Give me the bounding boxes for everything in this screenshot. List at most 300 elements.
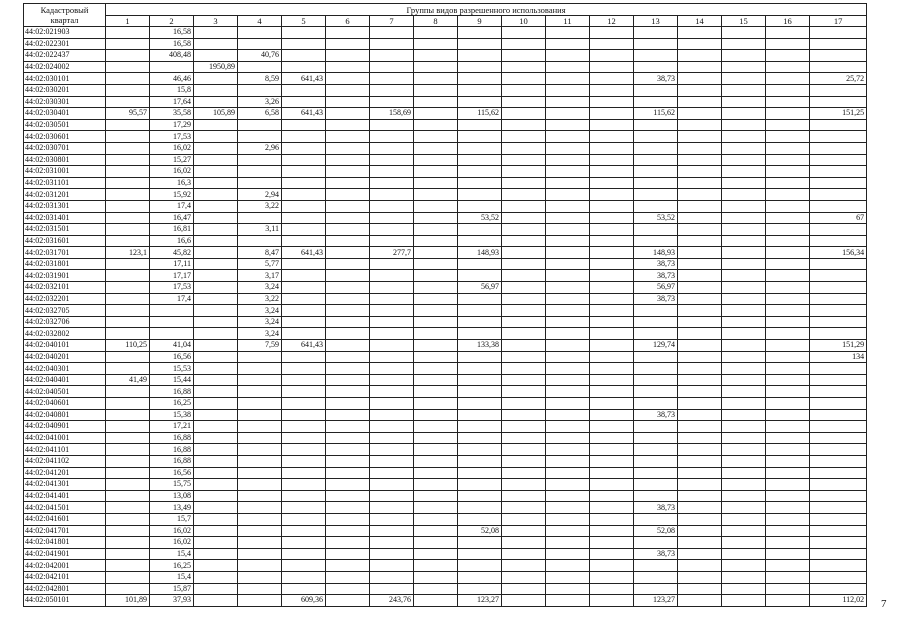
value-cell [414,119,458,131]
value-cell [678,235,722,247]
group-column-header: 5 [282,16,326,27]
value-cell [590,340,634,352]
value-cell [414,363,458,375]
cadastral-quarter-cell: 44:02:041201 [24,467,106,479]
value-cell: 16,88 [150,455,194,467]
value-cell [238,444,282,456]
value-cell: 15,75 [150,479,194,491]
value-cell [810,154,867,166]
value-cell [766,363,810,375]
value-cell [590,490,634,502]
value-cell [546,84,590,96]
value-cell [634,200,678,212]
value-cell [766,258,810,270]
value-cell [546,200,590,212]
value-cell [106,502,150,514]
value-cell [634,305,678,317]
value-cell [722,548,766,560]
value-cell: 17,21 [150,421,194,433]
value-cell [766,177,810,189]
value-cell [502,119,546,131]
value-cell [546,38,590,50]
value-cell [502,386,546,398]
cadastral-quarter-cell: 44:02:041001 [24,432,106,444]
value-cell [722,432,766,444]
value-cell [458,27,502,39]
cadastral-quarter-cell: 44:02:041801 [24,537,106,549]
value-cell [502,224,546,236]
value-cell [370,235,414,247]
cadastral-quarter-cell: 44:02:041501 [24,502,106,514]
value-cell [194,467,238,479]
value-cell: 2,96 [238,142,282,154]
value-cell: 16,3 [150,177,194,189]
value-cell [238,467,282,479]
value-cell: 16,56 [150,351,194,363]
value-cell: 41,04 [150,340,194,352]
value-cell: 35,58 [150,108,194,120]
value-cell: 16,25 [150,560,194,572]
value-cell [722,235,766,247]
value-cell [370,398,414,410]
value-cell [326,479,370,491]
value-cell [106,548,150,560]
value-cell: 6,58 [238,108,282,120]
value-cell [326,571,370,583]
value-cell [722,96,766,108]
value-cell [766,374,810,386]
value-cell [634,513,678,525]
value-cell: 16,47 [150,212,194,224]
value-cell [634,560,678,572]
value-cell [590,328,634,340]
value-cell [238,455,282,467]
value-cell [370,258,414,270]
value-cell [458,409,502,421]
value-cell [414,374,458,386]
table-row [24,502,867,514]
value-cell [370,560,414,572]
value-cell [370,490,414,502]
value-cell [282,177,326,189]
value-cell: 408,48 [150,50,194,62]
value-cell [766,270,810,282]
value-cell [194,119,238,131]
value-cell [546,340,590,352]
table-row [24,305,867,317]
value-cell [722,293,766,305]
value-cell [370,73,414,85]
value-cell [546,455,590,467]
value-cell [370,212,414,224]
value-cell [722,119,766,131]
value-cell [106,455,150,467]
group-column-header: 17 [810,16,867,27]
value-cell: 38,73 [634,270,678,282]
value-cell [194,525,238,537]
value-cell [502,27,546,39]
value-cell [326,386,370,398]
value-cell [502,444,546,456]
value-cell [502,479,546,491]
value-cell [326,374,370,386]
value-cell: 17,4 [150,200,194,212]
cadastral-quarter-cell: 44:02:031301 [24,200,106,212]
value-cell [194,479,238,491]
value-cell [282,258,326,270]
table-row [24,293,867,305]
table-row [24,386,867,398]
value-cell [238,409,282,421]
value-cell [370,374,414,386]
value-cell [370,525,414,537]
value-cell [766,571,810,583]
value-cell [458,374,502,386]
value-cell: 134 [810,351,867,363]
group-column-header: 11 [546,16,590,27]
value-cell [678,595,722,607]
value-cell [590,537,634,549]
value-cell: 105,89 [194,108,238,120]
value-cell [458,50,502,62]
value-cell [590,154,634,166]
cadastral-quarter-cell: 44:02:030701 [24,142,106,154]
value-cell [634,432,678,444]
cadastral-quarter-cell: 44:02:040901 [24,421,106,433]
value-cell [590,177,634,189]
value-cell [546,316,590,328]
value-cell [546,108,590,120]
value-cell [194,340,238,352]
value-cell [810,502,867,514]
value-cell [282,38,326,50]
value-cell [766,595,810,607]
cadastral-quarter-cell: 44:02:041401 [24,490,106,502]
cadastral-quarter-cell: 44:02:031201 [24,189,106,201]
value-cell [634,50,678,62]
value-cell [546,479,590,491]
value-cell: 16,58 [150,27,194,39]
value-cell [194,200,238,212]
value-cell [546,154,590,166]
value-cell: 17,64 [150,96,194,108]
value-cell [414,409,458,421]
value-cell [458,537,502,549]
value-cell [458,235,502,247]
value-cell [766,224,810,236]
value-cell: 13,08 [150,490,194,502]
value-cell [106,490,150,502]
value-cell [590,293,634,305]
value-cell [326,61,370,73]
value-cell [106,444,150,456]
value-cell [370,177,414,189]
value-cell [678,247,722,259]
value-cell [502,200,546,212]
value-cell [678,328,722,340]
value-cell: 641,43 [282,247,326,259]
value-cell [414,61,458,73]
value-cell [590,258,634,270]
value-cell [502,258,546,270]
table-row [24,119,867,131]
value-cell [106,131,150,143]
value-cell [238,177,282,189]
value-cell [238,154,282,166]
value-cell [326,340,370,352]
value-cell [722,525,766,537]
value-cell [238,421,282,433]
value-cell [634,166,678,178]
table-row [24,38,867,50]
table-row [24,177,867,189]
cadastral-quarter-cell: 44:02:030501 [24,119,106,131]
value-cell [546,73,590,85]
value-cell [106,154,150,166]
value-cell [326,328,370,340]
cadastral-quarter-cell: 44:02:024002 [24,61,106,73]
value-cell [590,479,634,491]
value-cell [810,316,867,328]
value-cell [282,328,326,340]
cadastral-quarter-cell: 44:02:031401 [24,212,106,224]
value-cell: 95,57 [106,108,150,120]
value-cell [150,316,194,328]
group-column-header: 15 [722,16,766,27]
value-cell [194,224,238,236]
table-row [24,548,867,560]
value-cell [546,61,590,73]
value-cell [414,200,458,212]
cadastral-quarter-cell: 44:02:030201 [24,84,106,96]
value-cell [502,247,546,259]
value-cell [326,363,370,375]
value-cell [590,224,634,236]
value-cell [282,363,326,375]
value-cell [414,537,458,549]
value-cell [370,467,414,479]
value-cell [678,560,722,572]
cadastral-quarter-cell: 44:02:042001 [24,560,106,572]
value-cell [194,374,238,386]
value-cell [502,513,546,525]
group-column-header: 8 [414,16,458,27]
value-cell [414,513,458,525]
table-row [24,212,867,224]
cadastral-quarter-cell: 44:02:041102 [24,455,106,467]
value-cell [282,386,326,398]
value-cell [326,305,370,317]
value-cell [326,119,370,131]
table-row [24,363,867,375]
value-cell [766,108,810,120]
cadastral-quarter-cell: 44:02:030401 [24,108,106,120]
value-cell [194,177,238,189]
value-cell [678,351,722,363]
value-cell [590,131,634,143]
value-cell [590,595,634,607]
value-cell [194,560,238,572]
value-cell [810,142,867,154]
value-cell [810,455,867,467]
value-cell [810,166,867,178]
value-cell [326,154,370,166]
value-cell [590,444,634,456]
value-cell [678,479,722,491]
value-cell [722,189,766,201]
value-cell: 609,36 [282,595,326,607]
value-cell: 37,93 [150,595,194,607]
value-cell [810,258,867,270]
table-row [24,595,867,607]
value-cell [458,200,502,212]
value-cell [810,27,867,39]
value-cell [414,293,458,305]
value-cell [194,166,238,178]
table-row [24,374,867,386]
value-cell [722,490,766,502]
value-cell [370,270,414,282]
value-cell: 1950,89 [194,61,238,73]
value-cell [590,212,634,224]
cadastral-quarter-cell: 44:02:040201 [24,351,106,363]
table-row [24,398,867,410]
value-cell [238,583,282,595]
group-column-header: 14 [678,16,722,27]
value-cell [722,340,766,352]
value-cell [238,513,282,525]
cadastral-quarter-cell: 44:02:041601 [24,513,106,525]
value-cell [546,583,590,595]
value-cell [590,351,634,363]
value-cell [546,258,590,270]
value-cell [546,386,590,398]
value-cell [282,351,326,363]
value-cell [502,96,546,108]
value-cell [590,73,634,85]
value-cell: 53,52 [458,212,502,224]
value-cell [590,166,634,178]
value-cell [502,467,546,479]
value-cell [678,316,722,328]
value-cell [590,398,634,410]
value-cell [810,490,867,502]
value-cell [590,560,634,572]
value-cell [546,166,590,178]
value-cell [502,108,546,120]
value-cell [458,432,502,444]
value-cell [458,583,502,595]
value-cell [194,235,238,247]
value-cell [502,502,546,514]
value-cell [238,131,282,143]
value-cell [414,27,458,39]
value-cell [326,421,370,433]
value-cell [326,316,370,328]
value-cell [282,490,326,502]
value-cell [194,247,238,259]
value-cell [722,571,766,583]
value-cell [282,316,326,328]
value-cell [370,142,414,154]
value-cell [282,235,326,247]
value-cell [282,189,326,201]
value-cell [370,479,414,491]
value-cell [590,50,634,62]
value-cell [590,525,634,537]
value-cell [634,351,678,363]
value-cell: 148,93 [458,247,502,259]
value-cell: 243,76 [370,595,414,607]
value-cell [370,513,414,525]
value-cell [282,444,326,456]
value-cell [194,282,238,294]
value-cell [194,212,238,224]
value-cell [502,142,546,154]
value-cell [722,328,766,340]
value-cell [766,38,810,50]
value-cell [106,84,150,96]
value-cell [326,432,370,444]
table-row [24,224,867,236]
value-cell [678,571,722,583]
value-cell [546,27,590,39]
value-cell [722,444,766,456]
value-cell: 5,77 [238,258,282,270]
cadastral-quarter-cell: 44:02:040301 [24,363,106,375]
value-cell [238,61,282,73]
value-cell: 16,02 [150,537,194,549]
value-cell [502,38,546,50]
value-cell [634,154,678,166]
value-cell [590,235,634,247]
value-cell [414,490,458,502]
value-cell [238,363,282,375]
value-cell: 148,93 [634,247,678,259]
cadastral-quarter-cell: 44:02:031501 [24,224,106,236]
value-cell [766,166,810,178]
value-cell [678,293,722,305]
value-cell: 151,29 [810,340,867,352]
value-cell [458,467,502,479]
value-cell [194,398,238,410]
value-cell [326,189,370,201]
value-cell [722,595,766,607]
value-cell [370,27,414,39]
value-cell [194,421,238,433]
value-cell [722,177,766,189]
table-row [24,490,867,502]
value-cell [502,351,546,363]
value-cell [282,502,326,514]
value-cell [722,374,766,386]
value-cell [194,258,238,270]
value-cell [106,212,150,224]
value-cell [810,305,867,317]
value-cell [370,166,414,178]
value-cell [722,258,766,270]
value-cell [810,409,867,421]
value-cell [810,398,867,410]
value-cell [106,73,150,85]
value-cell [326,224,370,236]
value-cell [634,189,678,201]
value-cell: 2,94 [238,189,282,201]
value-cell [634,444,678,456]
value-cell [194,583,238,595]
value-cell [414,455,458,467]
value-cell [282,50,326,62]
